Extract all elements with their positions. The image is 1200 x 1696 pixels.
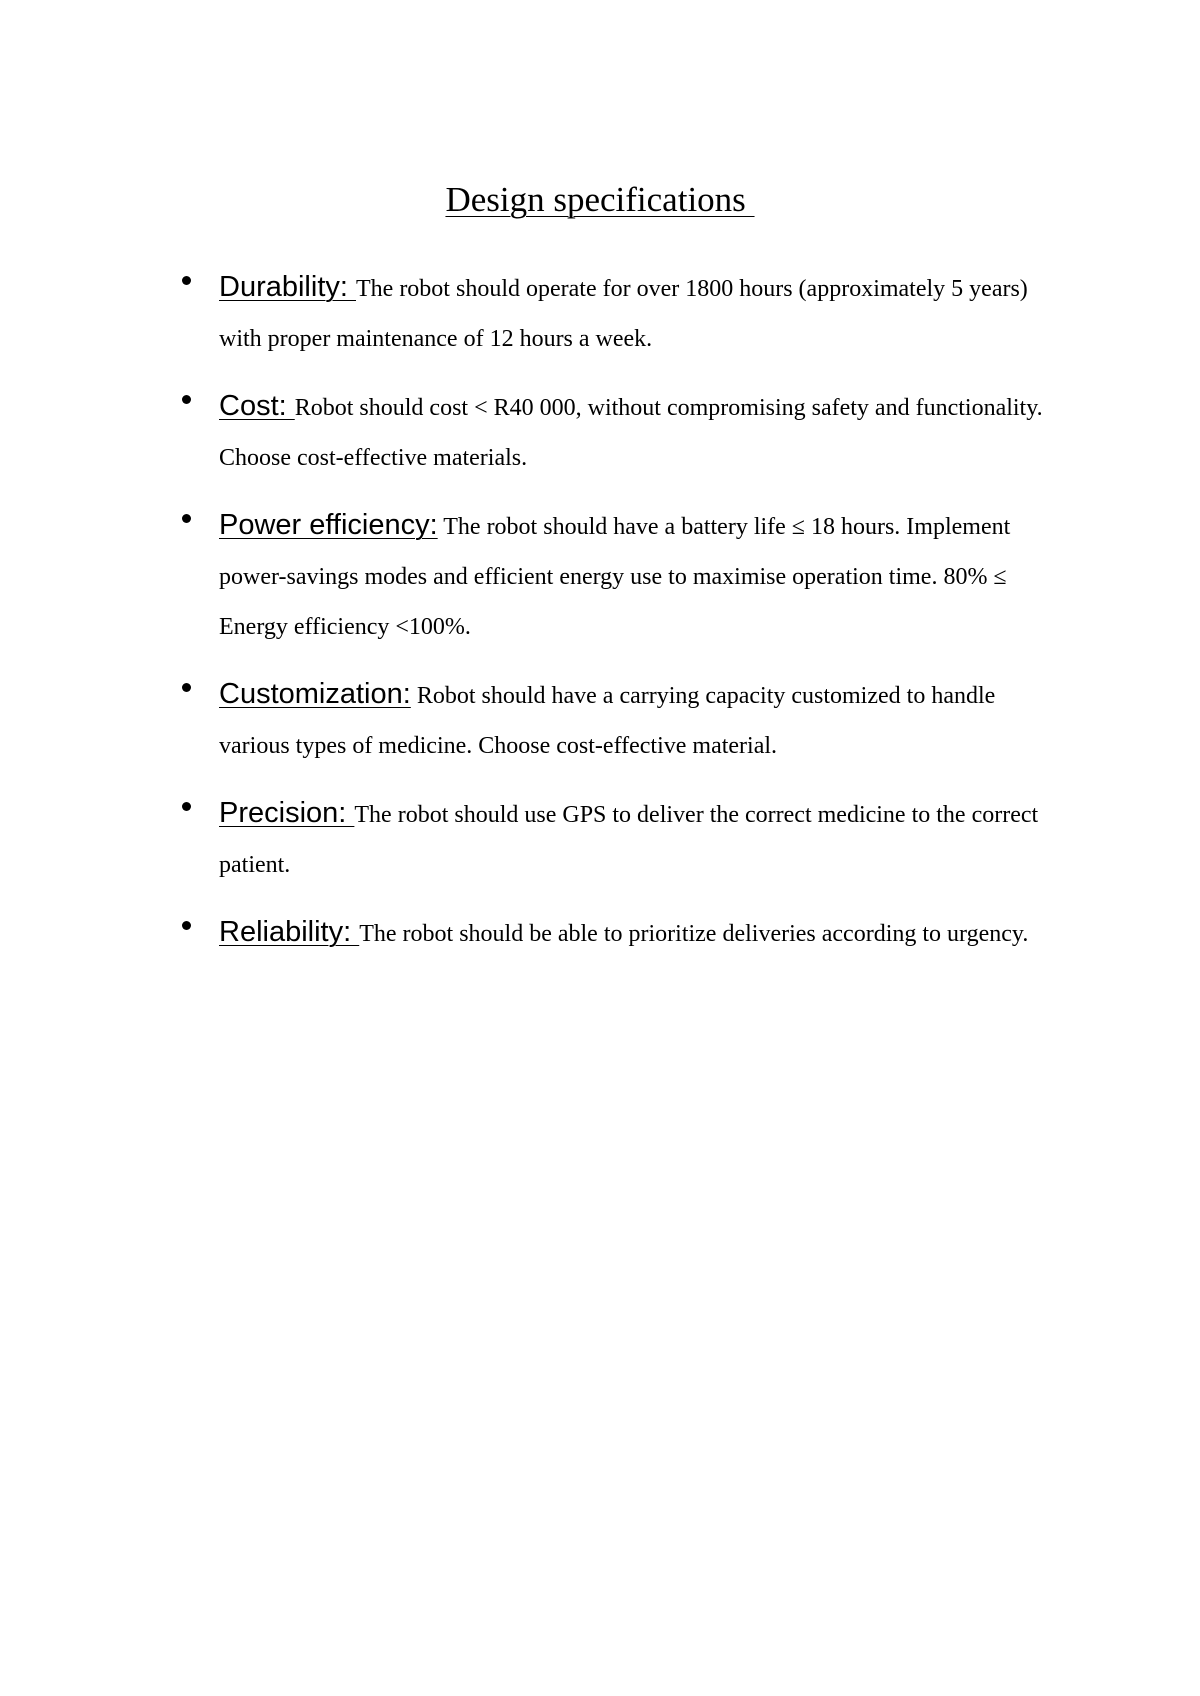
spec-item-reliability [0, 907, 1200, 959]
spec-label: Reliability: [219, 916, 360, 948]
document-title: Design specifications [445, 180, 755, 219]
bullet-icon [182, 514, 191, 523]
bullet-icon [182, 802, 191, 811]
bullet-icon [182, 276, 191, 285]
spec-description: Robot should cost < R40 000, without compromising safety and functionality. Choose cost-effective materials. [219, 395, 1043, 471]
spec-paragraph [219, 788, 1049, 890]
spec-description: The robot should use GPS to deliver the correct medicine to the correct patient. [219, 802, 1039, 878]
spec-label: Cost: [219, 390, 295, 422]
spec-paragraph [219, 669, 1049, 771]
spec-description: The robot should be able to prioritize deliveries according to urgency. [359, 921, 1029, 947]
spec-item-customization [0, 669, 1200, 771]
spec-paragraph [219, 262, 1049, 364]
bullet-icon [182, 395, 191, 404]
spec-paragraph [219, 907, 1049, 959]
spec-paragraph [219, 500, 1049, 652]
spec-description: The robot should have a battery life ≤ 18 hours. Implement power-savings modes and efficient energy use to maximise operation time. 80% ≤ Energy efficiency <100%. [219, 514, 1011, 640]
spec-description: The robot should operate for over 1800 hours (approximately 5 years) with proper maintenance of 12 hours a week. [219, 276, 1028, 352]
bullet-icon [182, 921, 191, 930]
spec-paragraph [219, 381, 1049, 483]
spec-item-cost [0, 381, 1200, 483]
spec-label: Durability: [219, 271, 356, 303]
spec-label: Precision: [219, 797, 355, 829]
spec-label: Customization: [219, 678, 411, 710]
spec-description: Robot should have a carrying capacity customized to handle various types of medicine. Choose cost-effective material. [219, 683, 996, 759]
spec-label: Power efficiency: [219, 509, 438, 541]
spec-item-precision [0, 788, 1200, 890]
spec-item-power-efficiency [0, 500, 1200, 652]
spec-item-durability [0, 262, 1200, 364]
bullet-icon [182, 683, 191, 692]
specification-list [0, 262, 1200, 976]
